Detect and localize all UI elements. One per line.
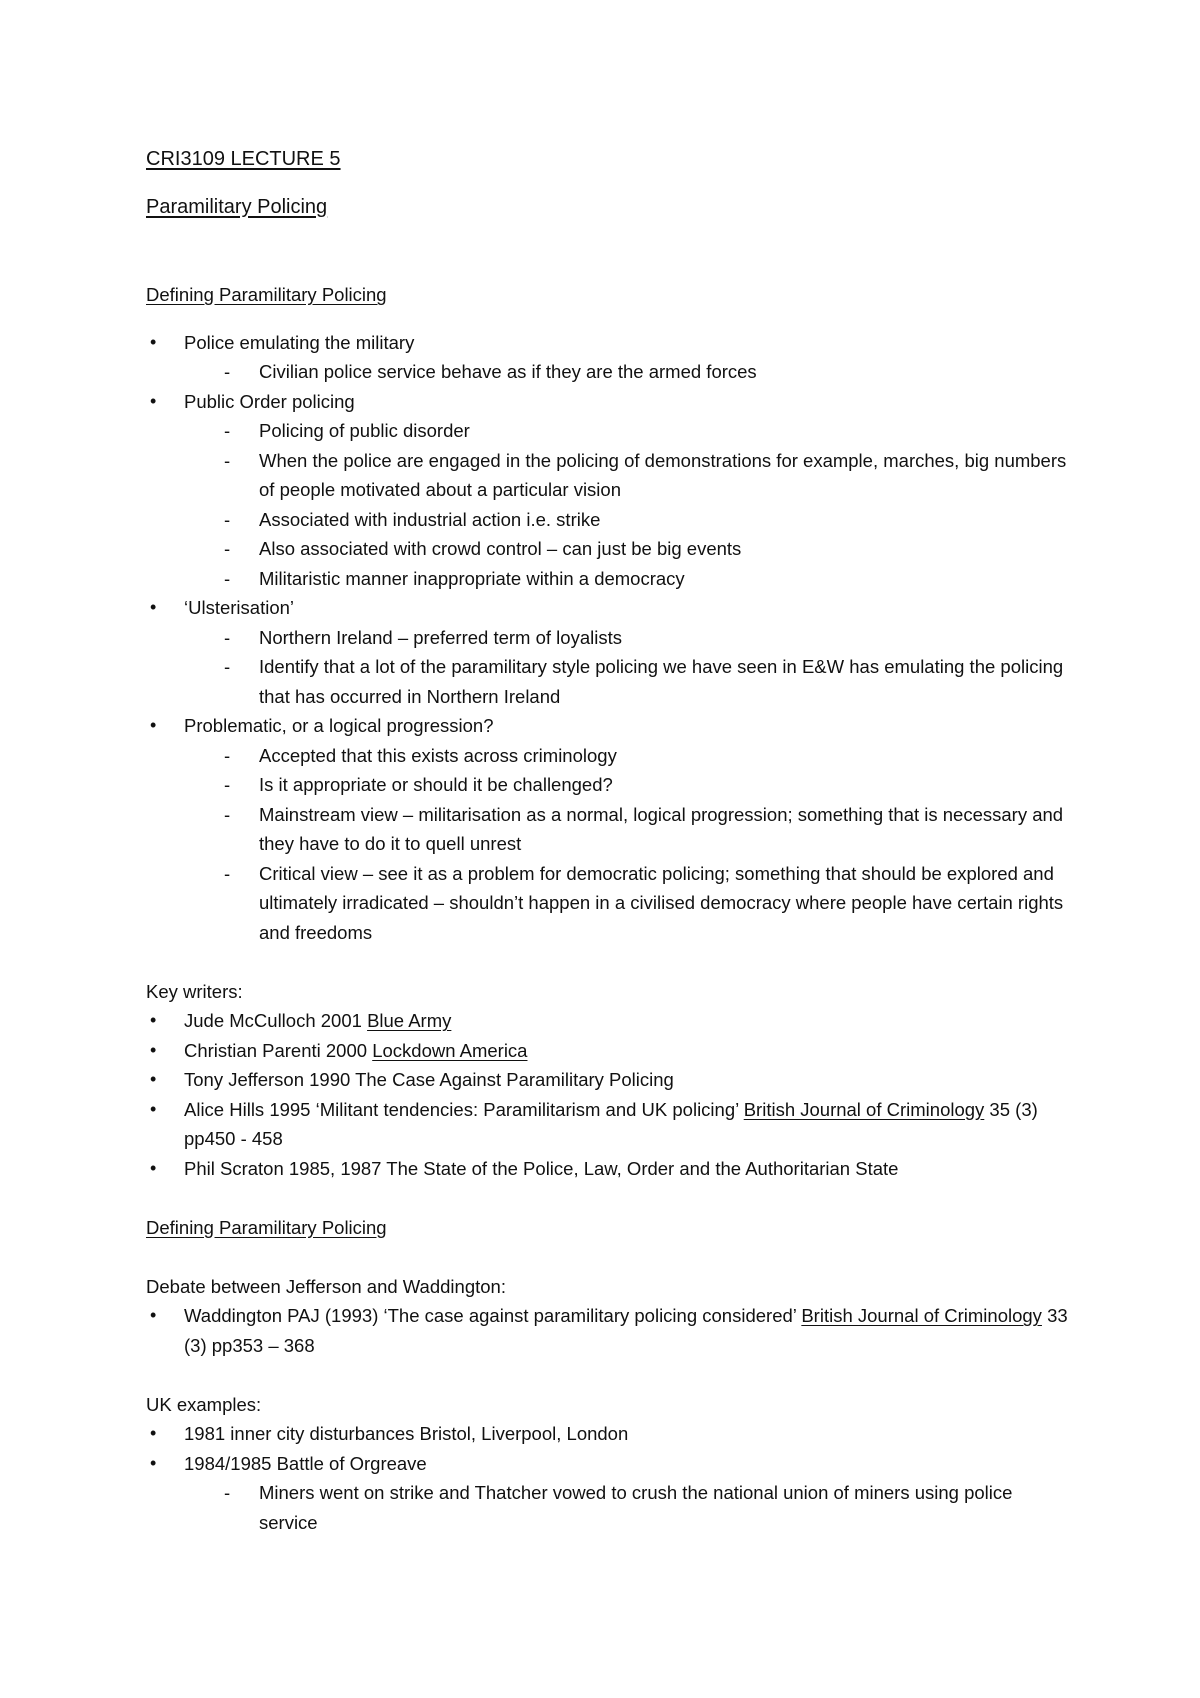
dash-icon: - [224, 420, 231, 441]
dash-item [184, 770, 1076, 800]
dash-icon: - [224, 626, 231, 648]
bullet-icon: • [150, 1452, 157, 1473]
bullet-icon: • [150, 1305, 157, 1325]
dash-item [184, 564, 1076, 594]
writer-item [146, 1154, 1076, 1184]
uk-example-text: 1981 inner city disturbances Bristol, Liverpool, London [184, 1423, 629, 1444]
writer-item [146, 1036, 1076, 1066]
bullet-icon: • [150, 331, 157, 352]
key-writers-list [146, 1006, 1076, 1183]
bullet-item [146, 328, 1076, 387]
dash-icon: - [224, 862, 231, 884]
bullet-icon: • [150, 715, 157, 735]
debate-list [146, 1301, 1076, 1360]
section-heading-defining-2: Defining Paramilitary Policing [146, 1216, 387, 1238]
debate-text: Waddington PAJ (1993) ‘The case against paramilitary policing considered’ [184, 1305, 802, 1326]
dash-item [184, 416, 1076, 446]
dash-icon: - [224, 538, 231, 559]
sub-list [184, 357, 1076, 387]
document-body [146, 145, 1076, 1537]
dash-text: Identify that a lot of the paramilitary style policing we have seen in E&W has emulating the policing that has occurred in Northern Ireland [259, 656, 1064, 707]
bullet-text: Public Order policing [184, 390, 355, 412]
debate-label: Debate between Jefferson and Waddington: [146, 1275, 506, 1297]
section-heading-defining: Defining Paramilitary Policing [146, 284, 387, 305]
dash-item [184, 741, 1076, 771]
dash-text: Policing of public disorder [259, 420, 470, 441]
defining-points-list [146, 328, 1076, 948]
dash-item [184, 652, 1076, 711]
dash-icon: - [224, 744, 231, 766]
dash-text: When the police are engaged in the policing of demonstrations for example, marches, big numbers of people motivated about a particular vision [259, 449, 1067, 500]
bullet-icon: • [150, 1039, 157, 1060]
dash-text: Mainstream view – militarisation as a normal, logical progression; something that is necessary and they have to do it to quell unrest [259, 803, 1064, 854]
uk-examples-list [146, 1419, 1076, 1537]
dash-text: Northern Ireland – preferred term of loyalists [259, 626, 622, 648]
bullet-text: ‘Ulsterisation’ [184, 597, 295, 618]
bullet-icon: • [150, 1069, 157, 1089]
bullet-text: Problematic, or a logical progression? [184, 715, 494, 736]
dash-item [184, 446, 1076, 505]
dash-text: Militaristic manner inappropriate within a democracy [259, 567, 685, 589]
dash-icon: - [224, 567, 231, 589]
dash-icon: - [224, 774, 231, 795]
uk-examples-label: UK examples: [146, 1393, 262, 1415]
sub-list [184, 741, 1076, 948]
sub-list [184, 1478, 1076, 1537]
bullet-icon: • [150, 1010, 157, 1030]
writer-text: Tony Jefferson 1990 The Case Against Paramilitary Policing [184, 1069, 674, 1090]
dash-text: Also associated with crowd control – can just be big events [259, 538, 742, 559]
dash-icon: - [224, 361, 231, 382]
bullet-text: Police emulating the military [184, 331, 415, 353]
bullet-icon: • [150, 1157, 157, 1178]
bullet-item [146, 711, 1076, 947]
uk-example-item [146, 1419, 1076, 1449]
writer-item [146, 1065, 1076, 1095]
dash-text: Associated with industrial action i.e. strike [259, 508, 601, 530]
writer-item [146, 1095, 1076, 1154]
writer-work-title: British Journal of Criminology [743, 1098, 985, 1120]
dash-icon: - [224, 508, 231, 530]
dash-text: Civilian police service behave as if they are the armed forces [259, 361, 757, 382]
dash-icon: - [224, 803, 231, 825]
dash-item [184, 505, 1076, 535]
lecture-title: CRI3109 LECTURE 5 [146, 148, 341, 170]
dash-item [184, 623, 1076, 653]
bullet-icon: • [150, 1098, 157, 1119]
dash-text: Miners went on strike and Thatcher vowed to crush the national union of miners using police service [259, 1482, 1013, 1533]
debate-citation: 33 (3) pp353 – 368 [184, 1305, 1068, 1356]
dash-icon: - [224, 656, 231, 677]
dash-item [184, 534, 1076, 564]
uk-example-item [146, 1449, 1076, 1538]
uk-example-text: 1984/1985 Battle of Orgreave [184, 1452, 427, 1474]
dash-item [184, 1478, 1076, 1537]
dash-text: Is it appropriate or should it be challenged? [259, 774, 613, 795]
writer-work-title: Lockdown America [372, 1039, 528, 1061]
writer-text: Jude McCulloch 2001 [184, 1010, 368, 1031]
dash-icon: - [224, 1482, 231, 1503]
writer-text: Alice Hills 1995 ‘Militant tendencies: Paramilitarism and UK policing’ [184, 1098, 744, 1120]
bullet-item [146, 387, 1076, 594]
dash-item [184, 859, 1076, 948]
dash-item [184, 800, 1076, 859]
writer-work-title: Blue Army [367, 1010, 452, 1031]
bullet-icon: • [150, 597, 157, 617]
writer-text: Christian Parenti 2000 [184, 1039, 373, 1061]
writer-text: Phil Scraton 1985, 1987 The State of the Police, Law, Order and the Authoritarian State [184, 1157, 899, 1179]
bullet-item [146, 593, 1076, 711]
sub-list [184, 623, 1076, 712]
dash-text: Critical view – see it as a problem for democratic policing; something that should be explored and ultimately irradicated – shouldn’t happen in a civilised democracy where people have certain rights and freedoms [259, 862, 1064, 943]
writer-item [146, 1006, 1076, 1036]
writer-citation: 35 (3) pp450 - 458 [184, 1098, 1038, 1149]
lecture-subtitle: Paramilitary Policing [146, 195, 328, 218]
journal-title: British Journal of Criminology [801, 1305, 1042, 1326]
debate-item [146, 1301, 1076, 1360]
dash-text: Accepted that this exists across criminology [259, 744, 617, 766]
dash-item [184, 357, 1076, 387]
sub-list [184, 416, 1076, 593]
bullet-icon: • [150, 390, 157, 411]
bullet-icon: • [150, 1423, 157, 1443]
dash-icon: - [224, 449, 231, 471]
key-writers-label: Key writers: [146, 980, 243, 1002]
